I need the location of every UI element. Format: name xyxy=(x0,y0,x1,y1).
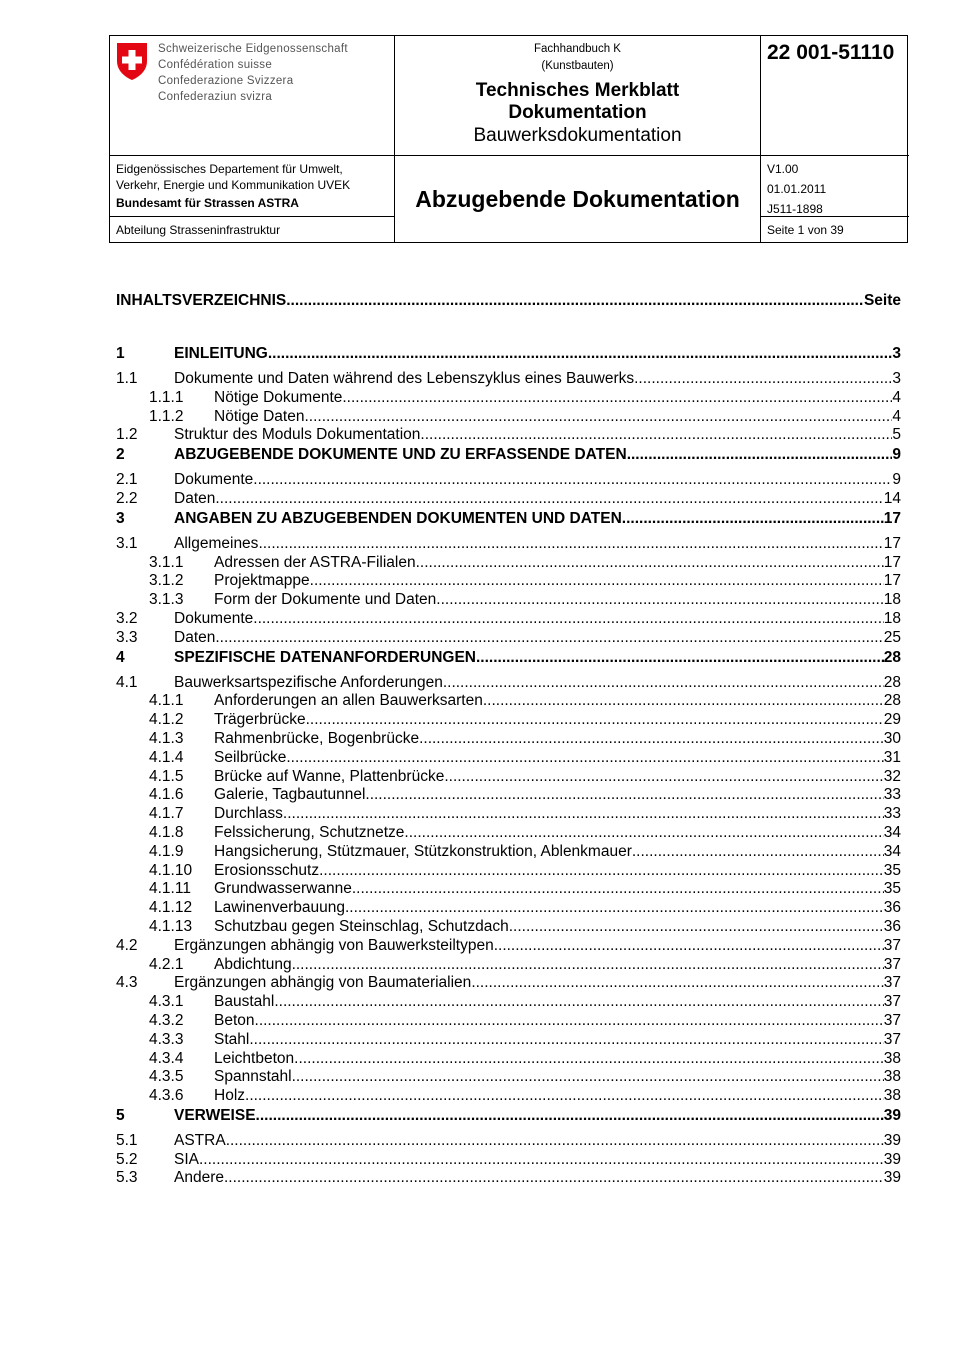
toc-entry-title: Brücke auf Wanne, Plattenbrücke xyxy=(214,767,445,785)
toc-dot-leader xyxy=(304,408,892,427)
toc-entry-number: 2.2 xyxy=(116,489,138,507)
toc-entry-title: ABZUGEBENDE DOKUMENTE UND ZU ERFASSENDE DATEN xyxy=(174,446,627,464)
toc-entry-page: 30 xyxy=(883,729,901,747)
toc-dot-leader xyxy=(352,880,884,899)
toc-entry[interactable] xyxy=(116,572,901,591)
toc-dot-leader xyxy=(294,1050,884,1069)
toc-entry-title: Baustahl xyxy=(214,993,275,1011)
sheet-topic: Dokumentation xyxy=(508,102,647,123)
toc-entry-title: ANGABEN ZU ABZUGEBENDEN DOKUMENTEN UND DATEN xyxy=(174,509,622,527)
toc-entry-number: 3.1.3 xyxy=(149,591,184,609)
toc-dot-leader xyxy=(436,591,883,610)
document-title: Abzugebende Dokumentation xyxy=(415,186,740,212)
toc-entry[interactable] xyxy=(116,490,901,509)
toc-entry[interactable] xyxy=(116,1050,901,1069)
toc-entry-title: Projektmappe xyxy=(214,572,310,590)
toc-entry-number: 4.1.10 xyxy=(149,861,193,879)
document-number: 22 001-51110 xyxy=(767,41,895,64)
toc-entry-title: Leichtbeton xyxy=(214,1049,295,1067)
toc-entry-page: 14 xyxy=(883,489,901,507)
confederation-name-it: Confederazione Svizzera xyxy=(158,75,294,87)
toc-dot-leader xyxy=(253,610,883,629)
toc-dot-leader xyxy=(471,974,883,993)
toc-entry-title: Dokumente und Daten während des Lebenszyklus eines Bauwerks xyxy=(174,370,635,387)
toc-entry-page: 33 xyxy=(883,786,901,804)
toc-entry[interactable] xyxy=(116,974,901,993)
toc-entry[interactable] xyxy=(116,843,901,862)
toc-dot-leader xyxy=(292,1068,884,1087)
toc-dot-leader xyxy=(345,899,884,918)
toc-entry[interactable] xyxy=(116,1151,901,1170)
toc-entry[interactable] xyxy=(116,862,901,881)
toc-entry-number: 4.2.1 xyxy=(149,955,184,973)
toc-entry-page: 17 xyxy=(883,534,901,552)
toc-entry[interactable] xyxy=(116,1106,901,1132)
toc-dot-leader xyxy=(416,554,884,573)
toc-page-label: Seite xyxy=(863,292,901,309)
toc-entry-number: 2.1 xyxy=(116,471,138,489)
toc-entry-title: Schutzbau gegen Steinschlag, Schutzdach xyxy=(214,917,509,935)
toc-entry[interactable] xyxy=(116,629,901,648)
confederation-name-fr: Confédération suisse xyxy=(158,59,273,71)
toc-entry[interactable] xyxy=(116,535,901,554)
toc-entry[interactable] xyxy=(116,445,901,471)
toc-dot-leader xyxy=(286,749,883,768)
toc-entry-number: 4.2 xyxy=(116,936,138,954)
toc-entry-title: Form der Dokumente und Daten xyxy=(214,591,437,609)
toc-entry[interactable] xyxy=(116,370,901,389)
toc-entry-page: 35 xyxy=(883,880,901,898)
toc-entry-number: 4.1.11 xyxy=(149,880,191,898)
toc-entry-title: Rahmenbrücke, Bogenbrücke xyxy=(214,729,420,747)
toc-entry-title: Andere xyxy=(174,1169,224,1187)
toc-entry-number: 4.1.3 xyxy=(149,729,184,747)
toc-entry[interactable] xyxy=(116,730,901,749)
toc-entry-number: 4.1.8 xyxy=(149,823,184,841)
header-divider xyxy=(110,216,394,217)
toc-entry-page: 35 xyxy=(883,861,901,879)
toc-dot-leader xyxy=(634,370,892,389)
toc-entry[interactable] xyxy=(116,610,901,629)
toc-entry-title: Stahl xyxy=(214,1030,250,1048)
toc-entry-page: 9 xyxy=(892,471,901,489)
toc-entry[interactable] xyxy=(116,1068,901,1087)
toc-dot-leader xyxy=(283,805,884,824)
toc-dot-leader xyxy=(509,918,884,937)
toc-entry-number: 4.3 xyxy=(116,974,138,992)
toc-dot-leader xyxy=(420,426,892,445)
toc-entry-page: 28 xyxy=(883,692,901,710)
handbook-subtitle: (Kunstbauten) xyxy=(541,60,614,72)
toc-entry-page: 28 xyxy=(883,648,901,666)
version: V1.00 xyxy=(767,162,799,176)
toc-entry-page: 38 xyxy=(883,1049,901,1067)
toc-dot-leader xyxy=(268,344,893,364)
toc-entry-page: 37 xyxy=(883,1011,901,1029)
toc-entry-page: 39 xyxy=(883,1106,901,1124)
toc-entry[interactable] xyxy=(116,1169,901,1188)
toc-entry[interactable] xyxy=(116,993,901,1012)
toc-entry-number: 1.1.1 xyxy=(149,388,184,406)
toc-entry-title: Erosionsschutz xyxy=(214,861,320,879)
toc-entry-page: 3 xyxy=(892,370,901,387)
division-name: Abteilung Strasseninfrastruktur xyxy=(116,223,281,237)
toc-entry[interactable] xyxy=(116,389,901,408)
toc-entry[interactable] xyxy=(116,880,901,899)
handbook-name: Fachhandbuch K xyxy=(534,43,621,55)
toc-entry-title: Spannstahl xyxy=(214,1068,292,1086)
toc-entry-number: 4.1 xyxy=(116,673,138,691)
toc-entry[interactable] xyxy=(116,937,901,956)
toc-entry[interactable] xyxy=(116,805,901,824)
toc-dot-leader xyxy=(365,786,883,805)
toc-entry-number: 4.1.2 xyxy=(149,711,184,729)
toc-entry-page: 34 xyxy=(883,842,901,860)
toc-entry-number: 3.3 xyxy=(116,628,138,646)
toc-entry-page: 18 xyxy=(883,591,901,609)
toc-entry-number: 1 xyxy=(116,345,125,362)
toc-heading xyxy=(116,292,901,310)
toc-entry-number: 4.1.4 xyxy=(149,748,184,766)
document-header xyxy=(109,35,908,243)
toc-entry-title: SPEZIFISCHE DATENANFORDERUNGEN xyxy=(174,648,476,666)
toc-entry-title: Nötige Daten xyxy=(214,407,305,425)
toc-dot-leader xyxy=(224,1169,884,1188)
toc-entry-page: 37 xyxy=(883,955,901,973)
toc-entry[interactable] xyxy=(116,692,901,711)
toc-entry-title: Allgemeines xyxy=(174,534,259,552)
toc-entry-title: Adressen der ASTRA-Filialen xyxy=(214,553,416,571)
toc-entry-page: 36 xyxy=(883,899,901,917)
toc-entry[interactable] xyxy=(116,471,901,490)
toc-entry-page: 5 xyxy=(892,426,901,444)
table-of-contents xyxy=(116,344,901,1188)
toc-dot-leader xyxy=(622,509,884,529)
toc-entry-title: Bauwerksartspezifische Anforderungen xyxy=(174,673,443,691)
toc-entry[interactable] xyxy=(116,408,901,427)
toc-entry-number: 3 xyxy=(116,509,125,527)
toc-entry[interactable] xyxy=(116,1132,901,1151)
toc-entry-page: 37 xyxy=(883,1030,901,1048)
toc-entry-number: 5 xyxy=(116,1106,125,1124)
toc-entry-title: Ergänzungen abhängig von Baumaterialien xyxy=(174,974,472,992)
toc-entry-page: 37 xyxy=(883,993,901,1011)
toc-entry-number: 5.1 xyxy=(116,1131,138,1149)
toc-entry-page: 17 xyxy=(883,553,901,571)
toc-entry-number: 4.3.6 xyxy=(149,1087,184,1105)
toc-entry-title: Daten xyxy=(174,489,216,507)
toc-entry-page: 39 xyxy=(883,1131,901,1149)
toc-entry-page: 39 xyxy=(883,1150,901,1168)
toc-dot-leader xyxy=(286,292,864,310)
toc-dot-leader xyxy=(404,824,883,843)
confederation-names xyxy=(158,41,348,105)
toc-entry-title: ASTRA xyxy=(174,1131,226,1149)
toc-entry-number: 3.1.2 xyxy=(149,572,184,590)
header-divider xyxy=(760,36,761,242)
toc-entry-page: 39 xyxy=(883,1169,901,1187)
toc-entry[interactable] xyxy=(116,824,901,843)
toc-dot-leader xyxy=(476,648,884,668)
toc-entry-number: 4.1.1 xyxy=(149,692,184,710)
toc-entry-number: 4.1.13 xyxy=(149,917,193,935)
toc-entry-page: 3 xyxy=(892,345,901,362)
toc-entry-title: Durchlass xyxy=(214,805,283,823)
toc-entry-title: Abdichtung xyxy=(214,955,292,973)
toc-entry-title: Holz xyxy=(214,1087,246,1105)
toc-dot-leader xyxy=(245,1087,884,1106)
confederation-logo xyxy=(115,41,395,111)
toc-entry-page: 31 xyxy=(883,748,901,766)
toc-dot-leader xyxy=(253,471,892,490)
toc-entry-number: 4.1.9 xyxy=(149,842,184,860)
toc-entry-page: 37 xyxy=(883,974,901,992)
toc-entry-title: Felssicherung, Schutznetze xyxy=(214,823,405,841)
toc-heading-label: INHALTSVERZEICHNIS xyxy=(116,292,287,309)
toc-entry[interactable] xyxy=(116,711,901,730)
toc-entry-page: 38 xyxy=(883,1068,901,1086)
toc-dot-leader xyxy=(310,572,884,591)
toc-entry-page: 33 xyxy=(883,805,901,823)
toc-entry-page: 38 xyxy=(883,1087,901,1105)
toc-entry[interactable] xyxy=(116,426,901,445)
office-name: Bundesamt für Strassen ASTRA xyxy=(116,196,299,210)
toc-entry-title: Lawinenverbauung xyxy=(214,899,345,917)
toc-entry-title: EINLEITUNG xyxy=(174,345,268,362)
toc-entry[interactable] xyxy=(116,918,901,937)
toc-entry-title: VERWEISE xyxy=(174,1106,256,1124)
page-indicator: Seite 1 von 39 xyxy=(767,223,844,237)
toc-dot-leader xyxy=(274,993,883,1012)
toc-dot-leader xyxy=(199,1151,884,1170)
toc-entry-title: Galerie, Tagbautunnel xyxy=(214,786,366,804)
toc-entry-number: 5.2 xyxy=(116,1150,138,1168)
toc-dot-leader xyxy=(319,862,884,881)
toc-entry-title: SIA xyxy=(174,1150,199,1168)
toc-entry-number: 2 xyxy=(116,446,125,464)
toc-entry-page: 25 xyxy=(883,628,901,646)
department-line: Eidgenössisches Departement für Umwelt, xyxy=(116,162,343,176)
toc-entry[interactable] xyxy=(116,1012,901,1031)
toc-entry-number: 3.1.1 xyxy=(149,553,184,571)
toc-dot-leader xyxy=(255,1012,884,1031)
toc-entry-page: 9 xyxy=(892,446,901,464)
toc-entry[interactable] xyxy=(116,749,901,768)
toc-entry-page: 4 xyxy=(892,388,901,406)
toc-entry-number: 4.1.6 xyxy=(149,786,184,804)
toc-entry-number: 4 xyxy=(116,648,125,666)
toc-entry-number: 4.1.5 xyxy=(149,767,184,785)
toc-entry-number: 5.3 xyxy=(116,1169,138,1187)
reference-number: J511-1898 xyxy=(767,202,823,216)
toc-entry-number: 1.2 xyxy=(116,426,138,444)
toc-entry-page: 29 xyxy=(883,711,901,729)
handbook-title-block xyxy=(395,36,760,156)
toc-dot-leader xyxy=(258,535,883,554)
toc-entry-title: Nötige Dokumente xyxy=(214,388,343,406)
toc-entry-title: Daten xyxy=(174,628,216,646)
toc-entry[interactable] xyxy=(116,648,901,674)
toc-entry-number: 4.1.7 xyxy=(149,805,184,823)
toc-dot-leader xyxy=(632,843,884,862)
toc-entry-title: Grundwasserwanne xyxy=(214,880,352,898)
toc-entry[interactable] xyxy=(116,1087,901,1106)
toc-entry-page: 18 xyxy=(883,609,901,627)
toc-dot-leader xyxy=(443,674,884,693)
toc-entry-title: Dokumente xyxy=(174,609,254,627)
toc-dot-leader xyxy=(215,629,883,648)
confederation-name-de: Schweizerische Eidgenossenschaft xyxy=(158,43,348,55)
toc-entry-page: 32 xyxy=(883,767,901,785)
toc-entry-title: Ergänzungen abhängig von Bauwerksteiltypen xyxy=(174,936,494,954)
toc-entry-title: Seilbrücke xyxy=(214,748,287,766)
confederation-name-rm: Confederaziun svizra xyxy=(158,91,273,103)
toc-dot-leader xyxy=(483,692,884,711)
toc-entry[interactable] xyxy=(116,956,901,975)
toc-entry-number: 4.3.1 xyxy=(149,993,184,1011)
toc-entry-number: 4.1.12 xyxy=(149,899,193,917)
toc-entry-page: 17 xyxy=(883,509,901,527)
toc-entry-title: Trägerbrücke xyxy=(214,711,306,729)
toc-dot-leader xyxy=(444,768,883,787)
toc-dot-leader xyxy=(306,711,884,730)
toc-entry-number: 3.1 xyxy=(116,534,138,552)
department-line: Verkehr, Energie und Kommunikation UVEK xyxy=(116,177,351,192)
toc-entry[interactable] xyxy=(116,344,901,370)
toc-entry-number: 3.2 xyxy=(116,609,138,627)
toc-dot-leader xyxy=(249,1031,883,1050)
toc-entry-title: Dokumente xyxy=(174,471,254,489)
toc-entry-page: 34 xyxy=(883,823,901,841)
toc-entry[interactable] xyxy=(116,591,901,610)
toc-entry-title: Hangsicherung, Stützmauer, Stützkonstruktion, Ablenkmauer xyxy=(214,842,632,860)
toc-entry-page: 17 xyxy=(883,572,901,590)
toc-dot-leader xyxy=(226,1132,884,1151)
toc-entry[interactable] xyxy=(116,509,901,535)
toc-entry-number: 1.1 xyxy=(116,370,138,387)
toc-entry-number: 4.3.3 xyxy=(149,1030,184,1048)
toc-entry[interactable] xyxy=(116,786,901,805)
toc-entry-title: Anforderungen an allen Bauwerksarten xyxy=(214,692,483,710)
toc-entry-number: 1.1.2 xyxy=(149,407,184,425)
toc-entry[interactable] xyxy=(116,554,901,573)
department-block xyxy=(116,162,350,213)
toc-entry-title: Struktur des Moduls Dokumentation xyxy=(174,426,421,444)
toc-dot-leader xyxy=(627,445,893,465)
toc-dot-leader xyxy=(419,730,884,749)
toc-entry-number: 4.3.2 xyxy=(149,1011,184,1029)
toc-entry-page: 28 xyxy=(883,673,901,691)
toc-dot-leader xyxy=(494,937,884,956)
toc-entry[interactable] xyxy=(116,899,901,918)
toc-entry-page: 36 xyxy=(883,917,901,935)
toc-entry[interactable] xyxy=(116,768,901,787)
toc-dot-leader xyxy=(215,490,883,509)
sheet-type: Technisches Merkblatt xyxy=(475,80,680,101)
toc-entry[interactable] xyxy=(116,674,901,693)
swiss-shield-icon xyxy=(115,41,149,81)
toc-entry-title: Beton xyxy=(214,1011,255,1029)
toc-dot-leader xyxy=(292,956,884,975)
toc-entry[interactable] xyxy=(116,1031,901,1050)
toc-dot-leader xyxy=(342,389,892,408)
toc-entry-number: 4.3.5 xyxy=(149,1068,184,1086)
toc-entry-number: 4.3.4 xyxy=(149,1049,184,1067)
toc-entry-page: 4 xyxy=(892,407,901,425)
header-divider xyxy=(760,216,909,217)
toc-dot-leader xyxy=(256,1106,884,1126)
sheet-subtopic: Bauwerksdokumentation xyxy=(473,125,682,146)
toc-entry-page: 37 xyxy=(883,936,901,954)
issue-date: 01.01.2011 xyxy=(767,182,827,196)
